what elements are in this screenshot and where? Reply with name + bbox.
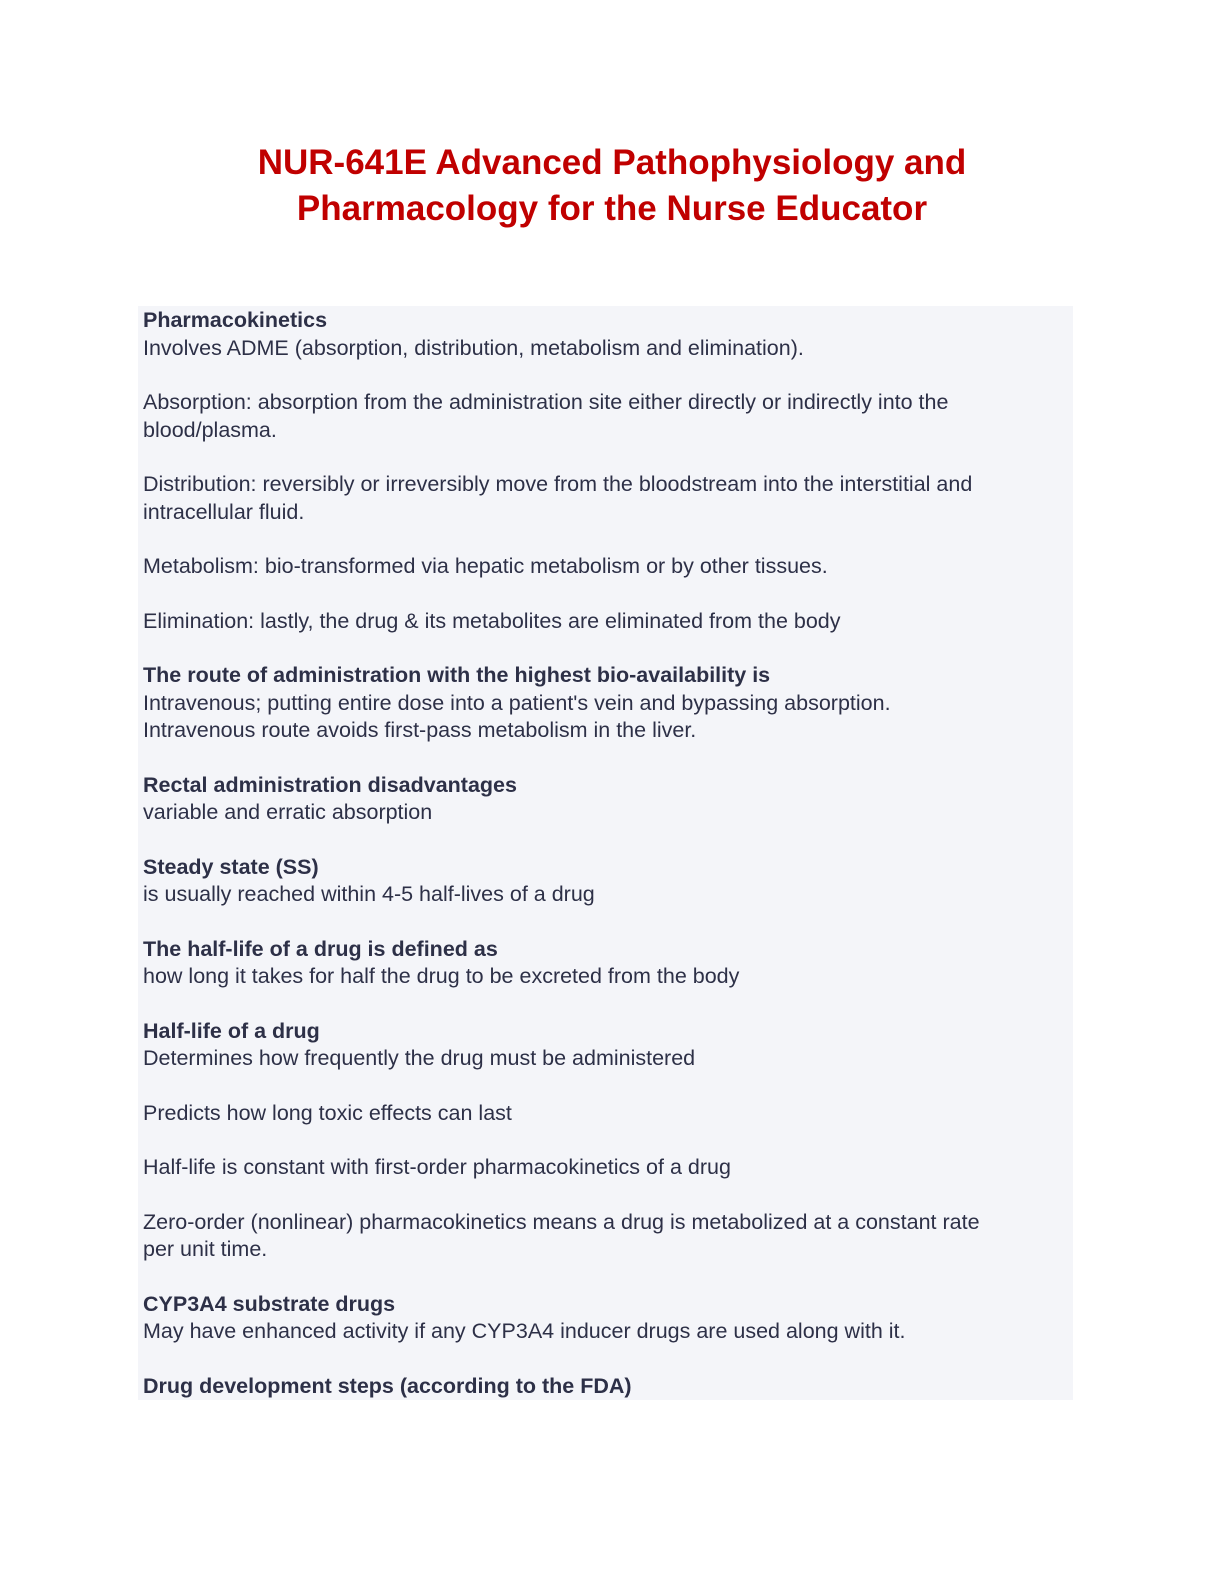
text-half-life-3: Half-life is constant with first-order pharmacokinetics of a drug [143, 1155, 731, 1179]
text-half-life-2: Predicts how long toxic effects can last [143, 1100, 512, 1125]
text-distribution-1: Distribution: reversibly or irreversibly move from the bloodstream into the interstitial and [143, 472, 973, 496]
heading-half-life: Half-life of a drug [143, 1018, 320, 1043]
heading-half-life-definition: The half-life of a drug is defined as [143, 936, 498, 961]
heading-rectal: Rectal administration disadvantages [143, 772, 517, 797]
text-metabolism: Metabolism: bio-transformed via hepatic metabolism or by other tissues. [143, 554, 828, 578]
section-half-life-definition [143, 936, 1073, 991]
text-route-1: Intravenous; putting entire dose into a patient's vein and bypassing absorption. [143, 690, 891, 715]
text-zero-order-1: Zero-order (nonlinear) pharmacokinetics means a drug is metabolized at a constant rate [143, 1209, 980, 1234]
text-cyp3a4: May have enhanced activity if any CYP3A4 inducer drugs are used along with it. [143, 1319, 906, 1343]
heading-route: The route of administration with the highest bio-availability is [143, 663, 771, 687]
text-adme: Involves ADME (absorption, distribution, metabolism and elimination). [143, 335, 804, 360]
heading-steady-state: Steady state (SS) [143, 854, 319, 879]
text-half-life-1: Determines how frequently the drug must be administered [143, 1046, 696, 1070]
text-steady-state: is usually reached within 4-5 half-lives of a drug [143, 882, 595, 906]
title-line-1: NUR-641E Advanced Pathophysiology and [257, 143, 967, 182]
section-half-life [143, 1018, 1073, 1264]
text-absorption-1: Absorption: absorption from the administration site either directly or indirectly into the [143, 390, 949, 414]
text-half-life-definition: how long it takes for half the drug to be excreted from the body [143, 964, 740, 988]
text-absorption-2: blood/plasma. [143, 417, 277, 442]
title-line-2: Pharmacology for the Nurse Educator [296, 189, 928, 228]
page-title [0, 140, 1224, 232]
section-cyp3a4 [143, 1291, 1073, 1346]
text-elimination: Elimination: lastly, the drug & its metabolites are eliminated from the body [143, 608, 841, 633]
section-drug-development [143, 1373, 1073, 1401]
section-pharmacokinetics [143, 307, 1073, 635]
heading-pharmacokinetics: Pharmacokinetics [143, 308, 328, 332]
text-zero-order-2: per unit time. [143, 1237, 268, 1261]
text-route-2: Intravenous route avoids first-pass metabolism in the liver. [143, 718, 697, 742]
text-distribution-2: intracellular fluid. [143, 499, 305, 524]
section-steady-state [143, 854, 1073, 909]
content-panel [138, 306, 1073, 1400]
text-rectal: variable and erratic absorption [143, 800, 433, 824]
section-route [143, 662, 1073, 745]
heading-drug-development: Drug development steps (according to the FDA) [143, 1373, 632, 1398]
section-rectal [143, 772, 1073, 827]
heading-cyp3a4: CYP3A4 substrate drugs [143, 1291, 396, 1316]
